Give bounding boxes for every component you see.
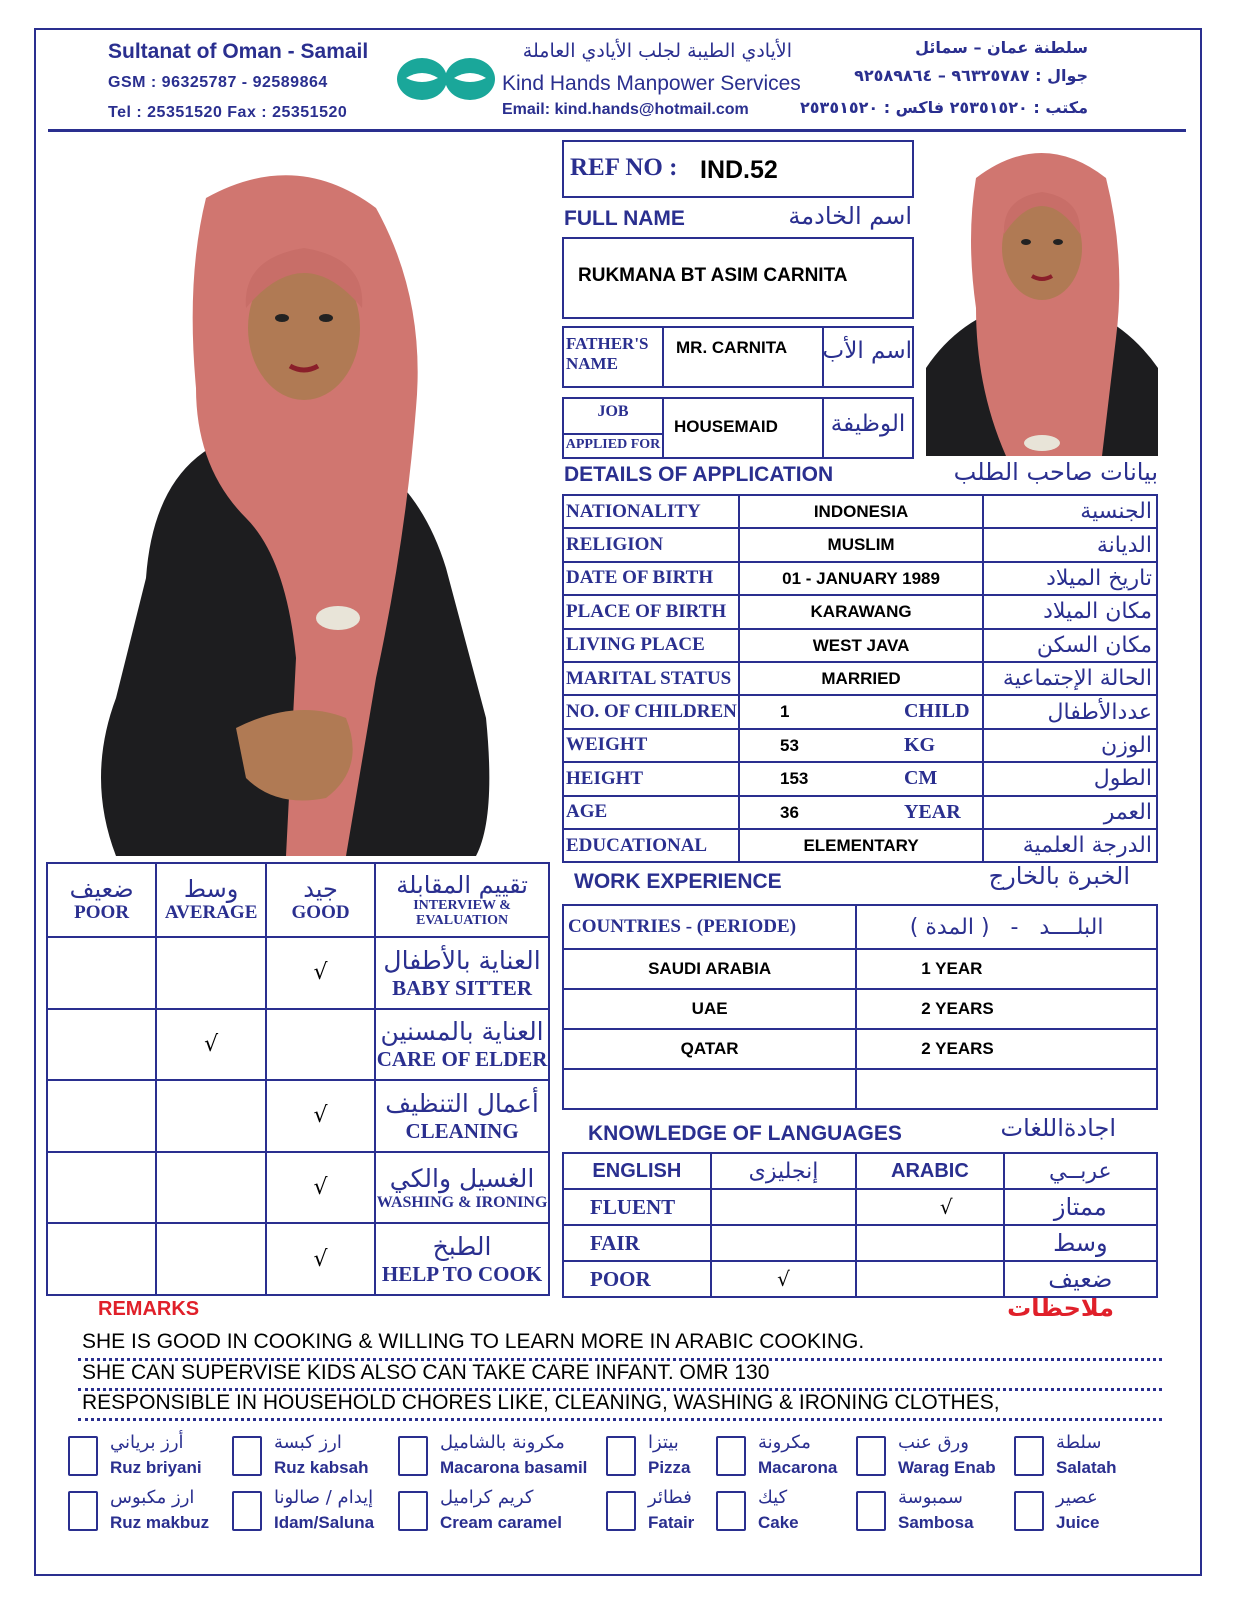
remark-line-2: SHE CAN SUPERVISE KIDS ALSO CAN TAKE CARE INFANT. OMR 130: [82, 1361, 770, 1384]
food-label-ar: إيدام / صالونا: [274, 1487, 374, 1508]
rating-cell-poor[interactable]: [47, 1009, 156, 1081]
detail-label-ar: الجنسية: [1080, 499, 1152, 525]
detail-value: ELEMENTARY: [803, 835, 919, 855]
evaluation-header-en: INTERVIEW & EVALUATION: [413, 898, 511, 928]
father-label: FATHER'S NAME: [566, 334, 649, 373]
remark-line-1: SHE IS GOOD IN COOKING & WILLING TO LEARN MORE IN ARABIC COOKING.: [82, 1330, 865, 1353]
evaluation-header-en: GOOD: [291, 902, 350, 923]
rating-cell-average[interactable]: [156, 1223, 266, 1295]
food-label-ar: أرز برياني: [110, 1432, 184, 1453]
rating-cell-poor[interactable]: [47, 1223, 156, 1295]
skill-label-en: CLEANING: [405, 1118, 519, 1143]
detail-label: PLACE OF BIRTH: [566, 600, 727, 622]
detail-label: DATE OF BIRTH: [566, 567, 714, 589]
food-label-en: Ruz kabsah: [274, 1458, 369, 1477]
food-checkbox[interactable]: [606, 1491, 636, 1531]
english-check: √: [777, 1267, 790, 1291]
detail-label: MARITAL STATUS: [566, 667, 732, 689]
details-row: [563, 762, 1157, 795]
rating-cell-good[interactable]: [266, 937, 375, 1009]
detail-value: 36: [779, 802, 799, 822]
company-name-ar: الأيادي الطيبة لجلب الأيادي العاملة: [522, 40, 792, 62]
details-row: [563, 829, 1157, 862]
detail-label: NO. OF CHILDREN: [566, 701, 737, 723]
evaluation-row: [47, 937, 549, 1009]
remarks-title: REMARKS: [98, 1298, 200, 1320]
level-label-ar: ممتاز: [1053, 1193, 1107, 1221]
skill-label-en: BABY SITTER: [392, 975, 532, 1000]
english-label: ENGLISH: [592, 1159, 682, 1182]
detail-unit: CM: [903, 767, 938, 790]
language-level-row: [563, 1189, 1157, 1225]
check-mark: √: [313, 1175, 328, 1201]
rating-cell-average[interactable]: [156, 937, 266, 1009]
job-label-1: JOB: [597, 403, 629, 420]
english-level-cell[interactable]: [711, 1225, 856, 1261]
detail-label-ar: الديانة: [1096, 532, 1152, 558]
details-row: [563, 495, 1157, 528]
evaluation-row: [47, 1152, 549, 1224]
english-level-cell[interactable]: [711, 1189, 856, 1225]
remarks-title-ar: ملاحظات: [1007, 1294, 1114, 1322]
language-level-row: [563, 1261, 1157, 1297]
details-row: [563, 595, 1157, 628]
rating-cell-average[interactable]: [156, 1080, 266, 1152]
rating-cell-good[interactable]: [266, 1152, 375, 1224]
header-gsm-ar: جوال : ٩٦٣٢٥٧٨٧ – ٩٢٥٨٩٨٦٤: [854, 66, 1088, 85]
arabic-level-cell[interactable]: [856, 1225, 1003, 1261]
evaluation-row: [47, 1080, 549, 1152]
skill-label-en: HELP TO COOK: [381, 1262, 543, 1287]
father-label-ar: اسم الأب: [822, 338, 912, 364]
food-checkbox[interactable]: [716, 1491, 746, 1531]
food-label-en: Idam/Saluna: [274, 1513, 375, 1532]
job-value: HOUSEMAID: [674, 417, 778, 436]
work-row: [563, 1029, 1157, 1069]
food-label-ar: عصير: [1056, 1487, 1098, 1508]
ref-value: IND.52: [700, 156, 778, 184]
arabic-label-ar: عربــي: [1049, 1158, 1112, 1184]
detail-label-ar: العمر: [1103, 799, 1152, 825]
work-title: WORK EXPERIENCE: [574, 870, 782, 893]
detail-label-ar: عددالأطفال: [1047, 699, 1152, 725]
food-checkbox[interactable]: [398, 1491, 428, 1531]
work-row: [563, 949, 1157, 989]
food-label-en: Cake: [758, 1513, 799, 1532]
level-label-ar: ضعيف: [1048, 1265, 1113, 1293]
food-label-en: Salatah: [1056, 1458, 1117, 1477]
rating-cell-good[interactable]: [266, 1080, 375, 1152]
food-label-ar: مكرونة بالشاميل: [440, 1432, 565, 1453]
header-tel-ar: مكتب : ٢٥٣٥١٥٢٠ فاكس : ٢٥٣٥١٥٢٠: [800, 98, 1088, 117]
work-period: 1 YEAR: [921, 959, 983, 978]
detail-unit: KG: [903, 733, 936, 756]
detail-label: EDUCATIONAL: [566, 834, 708, 856]
details-row: [563, 796, 1157, 829]
work-row: [563, 989, 1157, 1029]
food-checkbox[interactable]: [716, 1436, 746, 1476]
rating-cell-poor[interactable]: [47, 1152, 156, 1224]
job-label-2: APPLIED FOR: [564, 433, 662, 453]
details-row: [563, 562, 1157, 595]
food-label-ar: ارز كبسة: [274, 1432, 342, 1453]
skill-label-ar: الطبخ: [432, 1232, 492, 1262]
level-label: FLUENT: [590, 1194, 676, 1219]
food-label-ar: كريم كراميل: [440, 1487, 534, 1508]
detail-label-ar: مكان الميلاد: [1043, 599, 1152, 625]
language-level-row: [563, 1225, 1157, 1261]
remark-line-3: RESPONSIBLE IN HOUSEHOLD CHORES LIKE, CLEANING, WASHING & IRONING CLOTHES,: [82, 1391, 1000, 1414]
food-checkbox[interactable]: [856, 1436, 886, 1476]
rating-cell-poor[interactable]: [47, 937, 156, 1009]
full-name-label: FULL NAME: [564, 207, 685, 230]
evaluation-row: [47, 1223, 549, 1295]
food-label-ar: ورق عنب: [898, 1432, 969, 1453]
full-name-label-ar: اسم الخادمة: [788, 202, 912, 230]
food-label-en: Ruz briyani: [110, 1458, 202, 1477]
food-label-en: Warag Enab: [898, 1458, 996, 1477]
food-label-ar: ارز مكبوس: [110, 1487, 195, 1508]
job-label-ar: الوظيفة: [830, 411, 906, 437]
detail-label: LIVING PLACE: [566, 634, 705, 656]
evaluation-header-en: AVERAGE: [164, 902, 258, 923]
header-divider: [48, 129, 1186, 132]
food-label-en: Macarona: [758, 1458, 838, 1477]
company-name-en: Kind Hands Manpower Services: [502, 72, 801, 95]
work-period: 2 YEARS: [921, 1039, 994, 1058]
languages-title: KNOWLEDGE OF LANGUAGES: [588, 1122, 902, 1145]
detail-label-ar: الطول: [1093, 766, 1152, 792]
detail-unit: CHILD: [903, 700, 970, 723]
evaluation-header-row: [47, 863, 549, 937]
rating-cell-good[interactable]: [266, 1223, 375, 1295]
skill-label-ar: العناية بالمسنين: [380, 1017, 544, 1047]
skill-label-en: WASHING & IRONING: [376, 1194, 548, 1212]
details-title: DETAILS OF APPLICATION: [564, 463, 834, 486]
check-mark: √: [313, 1246, 328, 1272]
applicant-photo-large: [46, 138, 548, 856]
evaluation-row: [47, 1009, 549, 1081]
level-label: POOR: [590, 1266, 651, 1291]
food-label-en: Juice: [1056, 1513, 1100, 1532]
header-tel: Tel : 25351520 Fax : 25351520: [108, 104, 348, 121]
work-country: UAE: [691, 999, 728, 1018]
evaluation-table: [46, 862, 550, 1296]
detail-label-ar: الوزن: [1101, 732, 1152, 758]
english-level-cell[interactable]: [711, 1261, 856, 1297]
skill-label-en: CARE OF ELDER: [376, 1047, 548, 1072]
header-location: Sultanat of Oman - Samail: [108, 40, 369, 63]
detail-label-ar: الحالة الإجتماعية: [1002, 666, 1152, 692]
rating-cell-poor[interactable]: [47, 1080, 156, 1152]
detail-label: AGE: [566, 801, 608, 823]
evaluation-header-ar: وسط: [183, 875, 239, 903]
ref-box: [562, 140, 914, 198]
skill-label-ar: الغسيل والكي: [389, 1164, 535, 1194]
skill-label-ar: أعمال التنظيف: [385, 1088, 539, 1118]
english-label-ar: إنجليزى: [748, 1158, 819, 1184]
food-label-en: Cream caramel: [440, 1513, 562, 1532]
detail-value: KARAWANG: [810, 602, 912, 622]
details-row: [563, 662, 1157, 695]
arabic-label: ARABIC: [891, 1159, 969, 1182]
detail-value: 01 - JANUARY 1989: [782, 568, 940, 588]
details-title-ar: بيانات صاحب الطلب: [953, 458, 1158, 486]
food-label-ar: سلطة: [1056, 1432, 1102, 1453]
languages-title-ar: اجادةاللغات: [1000, 1114, 1116, 1142]
header-gsm: GSM : 96325787 - 92589864: [108, 74, 328, 91]
check-mark: √: [313, 1103, 328, 1129]
full-name-value: RUKMANA BT ASIM CARNITA: [578, 265, 848, 286]
food-label-ar: سمبوسة: [898, 1487, 963, 1508]
food-checkbox[interactable]: [68, 1436, 98, 1476]
detail-label: HEIGHT: [566, 767, 644, 789]
food-checkbox[interactable]: [1014, 1436, 1044, 1476]
rating-cell-average[interactable]: [156, 1152, 266, 1224]
detail-value: INDONESIA: [813, 502, 909, 521]
food-label-en: Ruz makbuz: [110, 1513, 210, 1532]
applicant-photo-small: [926, 138, 1158, 456]
work-country: SAUDI ARABIA: [648, 959, 772, 978]
work-col-period-ar: البلــــد - ( المدة ): [909, 914, 1104, 940]
detail-label: WEIGHT: [566, 734, 648, 756]
details-row: [563, 695, 1157, 728]
full-name-box: [562, 237, 914, 319]
detail-value: MUSLIM: [827, 535, 895, 555]
detail-label-ar: مكان السكن: [1036, 632, 1152, 658]
languages-header-row: [563, 1153, 1157, 1189]
food-label-ar: فطائر: [648, 1487, 692, 1508]
languages-table: [562, 1152, 1158, 1298]
food-checkbox[interactable]: [606, 1436, 636, 1476]
check-mark: √: [313, 960, 328, 986]
detail-value: WEST JAVA: [812, 635, 910, 655]
details-row: [563, 528, 1157, 561]
header-email: Email: kind.hands@hotmail.com: [502, 101, 749, 118]
work-table: [562, 904, 1158, 1110]
detail-value: MARRIED: [821, 668, 901, 688]
arabic-level-cell[interactable]: [856, 1189, 1003, 1225]
arabic-check: √: [939, 1195, 953, 1219]
arabic-level-cell[interactable]: [856, 1261, 1003, 1297]
details-row: [563, 729, 1157, 762]
detail-label: RELIGION: [566, 534, 664, 556]
evaluation-header-en: POOR: [74, 902, 130, 923]
job-box: [562, 397, 914, 459]
food-checkbox[interactable]: [68, 1491, 98, 1531]
evaluation-header-ar: ضعيف: [69, 875, 134, 903]
level-label-ar: وسط: [1053, 1229, 1108, 1257]
food-label-en: Sambosa: [898, 1513, 974, 1532]
work-col-countries: COUNTRIES - (PERIODE): [568, 916, 797, 937]
detail-label-ar: تاريخ الميلاد: [1046, 565, 1152, 591]
details-row: [563, 629, 1157, 662]
food-label-en: Pizza: [648, 1458, 691, 1477]
company-logo: [396, 56, 496, 102]
food-checkbox[interactable]: [398, 1436, 428, 1476]
food-label-ar: مكرونة: [758, 1432, 811, 1453]
work-period: 2 YEARS: [921, 999, 994, 1018]
rating-cell-average[interactable]: [156, 1009, 266, 1081]
food-checkbox[interactable]: [1014, 1491, 1044, 1531]
father-box: [562, 326, 914, 388]
work-title-ar: الخبرة بالخارج: [988, 862, 1130, 890]
detail-unit: YEAR: [903, 800, 961, 823]
detail-value: 153: [779, 769, 809, 789]
father-value: MR. CARNITA: [676, 338, 788, 357]
food-checkbox[interactable]: [232, 1491, 262, 1531]
work-row: [563, 1069, 1157, 1109]
header-location-ar: سلطنة عمان – سمائل: [915, 38, 1088, 57]
detail-value: 53: [779, 735, 799, 755]
food-label-en: Macarona basamil: [440, 1458, 588, 1477]
rating-cell-good[interactable]: [266, 1009, 375, 1081]
details-table: [562, 494, 1158, 863]
level-label: FAIR: [590, 1230, 640, 1255]
ref-label: REF NO :: [570, 154, 678, 181]
evaluation-header-ar: تقييم المقابلة: [396, 871, 528, 899]
detail-label-ar: الدرجة العلمية: [1022, 833, 1152, 859]
evaluation-header-ar: جيد: [303, 875, 338, 903]
food-checkbox[interactable]: [856, 1491, 886, 1531]
food-label-ar: بيتزا: [648, 1432, 679, 1453]
food-label-ar: كيك: [758, 1487, 788, 1508]
check-mark: √: [204, 1031, 219, 1057]
detail-value: 1: [779, 702, 790, 722]
food-checkbox[interactable]: [232, 1436, 262, 1476]
food-label-en: Fatair: [648, 1513, 695, 1532]
work-country: QATAR: [680, 1039, 739, 1058]
detail-label: NATIONALITY: [566, 500, 701, 522]
skill-label-ar: العناية بالأطفال: [383, 945, 541, 975]
work-header-row: [563, 905, 1157, 949]
